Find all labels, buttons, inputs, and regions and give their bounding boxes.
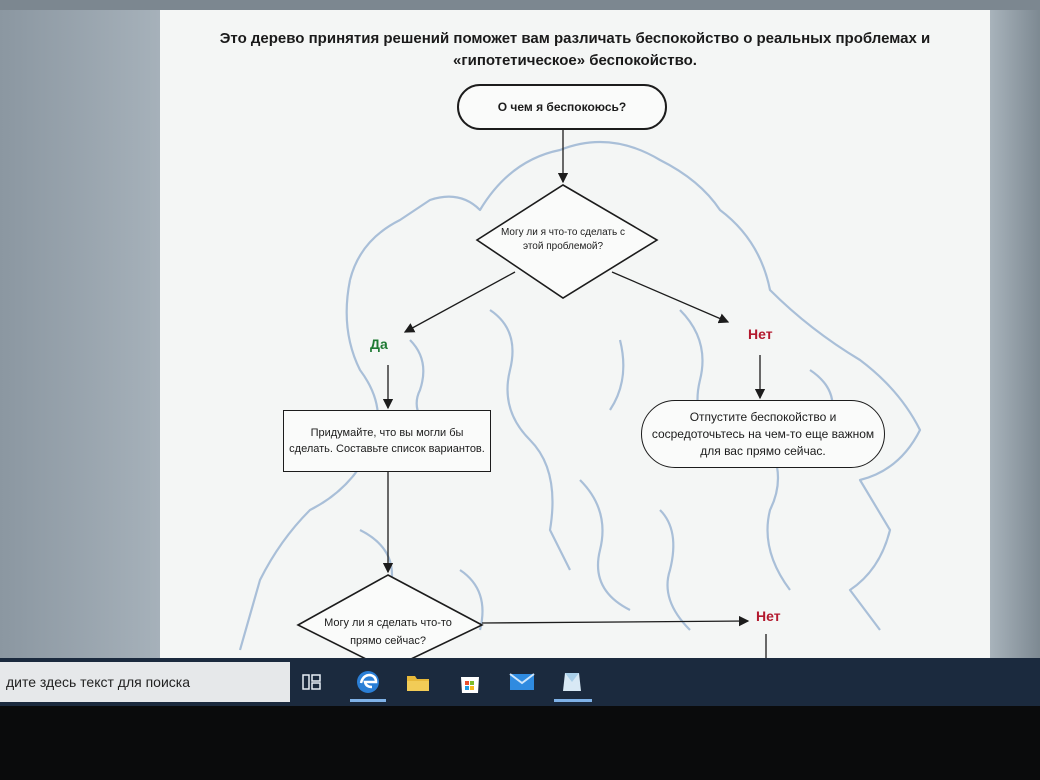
store-icon[interactable] xyxy=(454,666,486,698)
search-placeholder: дите здесь текст для поиска xyxy=(6,674,191,690)
action-no-box: Отпустите беспокойство и сосредоточьтесь на чем-то еще важном для вас прямо сейчас. xyxy=(641,400,885,468)
yes-label: Да xyxy=(370,336,388,352)
viewer-background-left xyxy=(0,10,160,660)
question-1-text: Могу ли я что-то сделать с этой проблемой? xyxy=(500,227,625,252)
no-label-2: Нет xyxy=(756,608,781,624)
document-title: Это дерево принятия решений поможет вам различать беспокойство о реальных проблемах и «гипотетическое» беспокойство. xyxy=(219,30,931,69)
arrow-q1-no xyxy=(612,272,728,322)
task-view-icon[interactable] xyxy=(296,666,328,698)
viewer-background-right xyxy=(990,10,1040,660)
arrow-q1-yes xyxy=(405,272,515,332)
taskbar-search-box[interactable] xyxy=(0,662,290,702)
file-explorer-icon[interactable] xyxy=(402,666,434,698)
edge-icon[interactable] xyxy=(352,666,384,698)
action-yes-box: Придумайте, что вы могли бы сделать. Составьте список вариантов. xyxy=(283,410,491,472)
start-node: О чем я беспокоюсь? xyxy=(457,84,667,130)
active-app-indicator-app xyxy=(554,699,592,702)
question-2-text: Могу ли я сделать что-то прямо сейчас? xyxy=(324,617,452,647)
monitor-bezel xyxy=(0,706,1040,780)
window-top-edge xyxy=(0,0,1040,10)
arrow-q2-no xyxy=(482,621,748,623)
document-page xyxy=(160,10,990,660)
active-app-indicator-edge xyxy=(350,699,386,702)
no-label-1: Нет xyxy=(748,326,773,342)
app-icon[interactable] xyxy=(556,666,588,698)
mail-icon[interactable] xyxy=(506,666,538,698)
